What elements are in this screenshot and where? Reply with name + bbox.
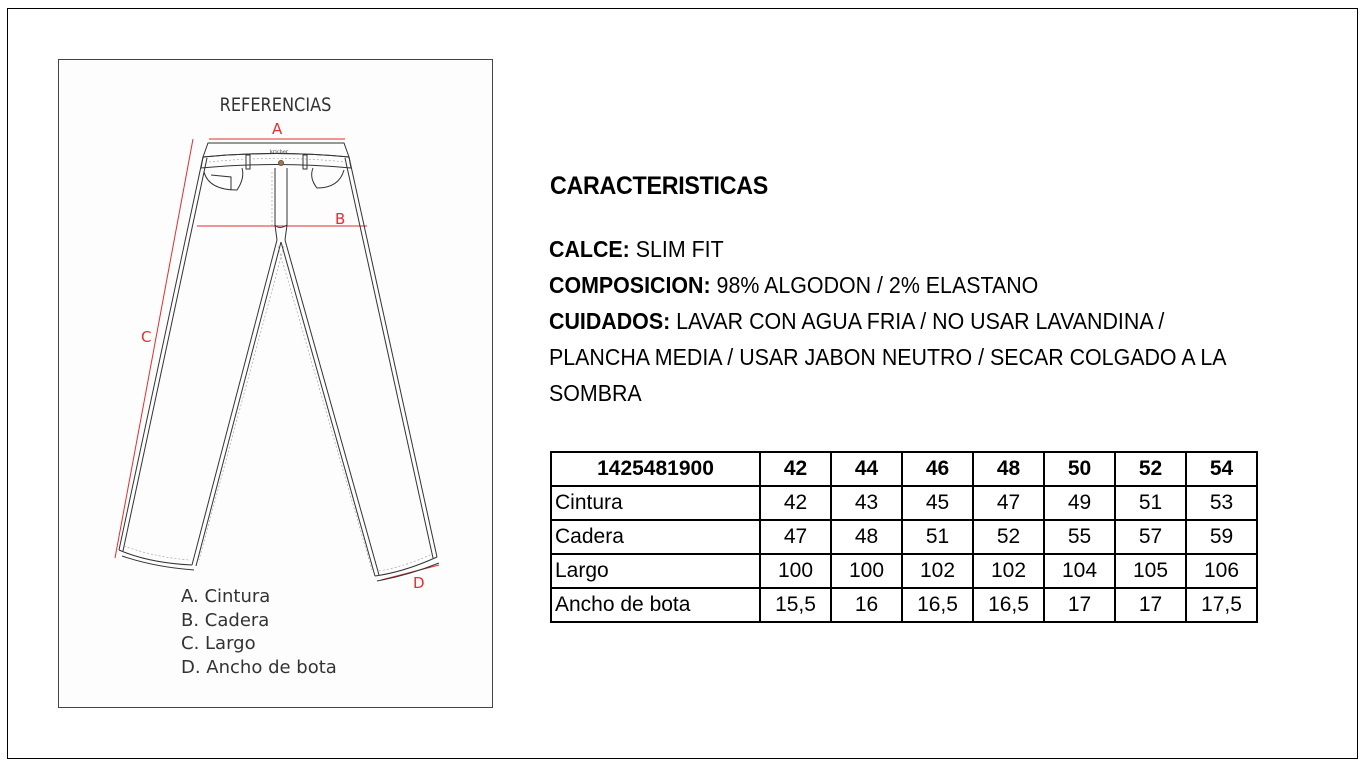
row-label: Largo: [551, 554, 760, 588]
table-cell: 105: [1115, 554, 1186, 588]
table-cell: 48: [831, 520, 902, 554]
marker-d: D: [413, 574, 425, 592]
spec-cuidados: [549, 303, 1242, 411]
size-header: 50: [1044, 452, 1115, 486]
spec-composicion: [549, 267, 1265, 303]
legend-item-cadera: B. Cadera: [181, 609, 270, 631]
size-header: 54: [1186, 452, 1257, 486]
marker-b: B: [335, 210, 346, 228]
table-cell: 52: [973, 520, 1044, 554]
table-cell: 100: [760, 554, 831, 588]
table-cell: 51: [1115, 486, 1186, 520]
table-cell: 49: [1044, 486, 1115, 520]
table-cell: 16,5: [973, 588, 1044, 622]
spec-calce-value: SLIM FIT: [629, 236, 724, 262]
table-cell: 59: [1186, 520, 1257, 554]
table-cell: 15,5: [760, 588, 831, 622]
article-code: 1425481900: [551, 452, 760, 486]
table-cell: 17,5: [1186, 588, 1257, 622]
table-row-cintura: [551, 486, 1257, 520]
table-cell: 100: [831, 554, 902, 588]
legend-item-cintura: A. Cintura: [181, 586, 271, 607]
table-cell: 102: [902, 554, 973, 588]
marker-c: C: [141, 328, 152, 346]
table-cell: 42: [760, 486, 831, 520]
references-title: REFERENCIAS: [219, 94, 332, 116]
table-row-ancho-de-bota: [551, 588, 1257, 622]
table-cell: 55: [1044, 520, 1115, 554]
spec-calce: [549, 231, 1265, 267]
spec-cuidados-value: LAVAR CON AGUA FRIA / NO USAR LAVANDINA / PLANCHA MEDIA / USAR JABON NEUTRO / SECAR COLGADO A LA SOMBRA: [549, 308, 1226, 406]
table-cell: 53: [1186, 486, 1257, 520]
table-cell: 47: [973, 486, 1044, 520]
size-header: 44: [831, 452, 902, 486]
row-label: Cintura: [551, 486, 760, 520]
table-cell: 106: [1186, 554, 1257, 588]
table-cell: 57: [1115, 520, 1186, 554]
table-cell: 51: [902, 520, 973, 554]
spec-composicion-value: 98% ALGODON / 2% ELASTANO: [710, 272, 1039, 298]
marker-a: A: [272, 120, 283, 138]
size-header: 48: [973, 452, 1044, 486]
characteristics-section: [549, 172, 1269, 411]
table-cell: 17: [1115, 588, 1186, 622]
table-row-cadera: [551, 520, 1257, 554]
legend-item-ancho-de-bota: D. Ancho de bota: [181, 656, 337, 678]
row-label: Cadera: [551, 520, 760, 554]
row-label: Ancho de bota: [551, 588, 760, 622]
table-cell: 43: [831, 486, 902, 520]
table-row-largo: [551, 554, 1257, 588]
references-legend: [181, 585, 337, 679]
svg-text:kricher: kricher: [269, 149, 289, 155]
size-header: 46: [902, 452, 973, 486]
table-cell: 16: [831, 588, 902, 622]
table-cell: 17: [1044, 588, 1115, 622]
table-cell: 45: [902, 486, 973, 520]
references-panel: [58, 59, 493, 708]
size-table: [550, 451, 1258, 623]
spec-composicion-label: COMPOSICION:: [549, 272, 711, 298]
table-cell: 104: [1044, 554, 1115, 588]
table-cell: 16,5: [902, 588, 973, 622]
table-cell: 47: [760, 520, 831, 554]
characteristics-title: CARACTERISTICAS: [550, 172, 768, 200]
spec-cuidados-label: CUIDADOS:: [549, 308, 671, 334]
legend-item-largo: C. Largo: [181, 633, 256, 654]
size-table-header: [551, 452, 1257, 486]
size-header: 42: [760, 452, 831, 486]
spec-calce-label: CALCE:: [549, 236, 630, 262]
size-header: 52: [1115, 452, 1186, 486]
table-cell: 102: [973, 554, 1044, 588]
